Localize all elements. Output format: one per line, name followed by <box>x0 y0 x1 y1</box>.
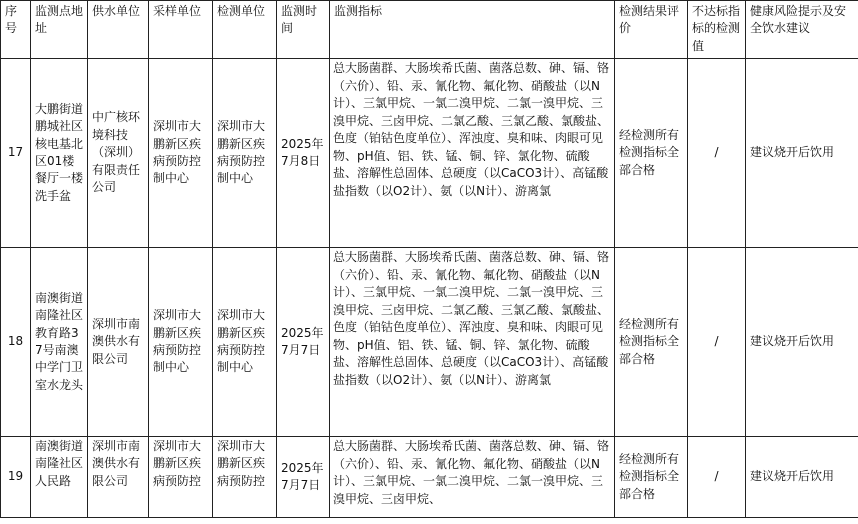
row-nonconform: / <box>688 248 746 437</box>
row-result: 经检测所有检测指标全部合格 <box>615 437 688 518</box>
row-nonconform: / <box>688 59 746 248</box>
row-advice: 建议烧开后饮用 <box>746 437 858 518</box>
table-row <box>1 437 858 518</box>
row-tester: 深圳市大鹏新区疾病预防控制中心 <box>213 59 277 248</box>
row-nonconform: / <box>688 437 746 518</box>
row-result: 经检测所有检测指标全部合格 <box>615 248 688 437</box>
row-site: 南澳街道南隆社区教育路37号南澳中学门卫室水龙头 <box>31 248 88 437</box>
header-sampler: 采样单位 <box>149 1 213 59</box>
row-result: 经检测所有检测指标全部合格 <box>615 59 688 248</box>
row-advice: 建议烧开后饮用 <box>746 248 858 437</box>
header-advice: 健康风险提示及安全饮水建议 <box>746 1 858 59</box>
row-indicators: 总大肠菌群、大肠埃希氏菌、菌落总数、砷、镉、铬（六价）、铅、汞、氰化物、氟化物、硝酸盐（以N计）、三氯甲烷、一氯二溴甲烷、二氯一溴甲烷、三溴甲烷、三卤甲烷、二氯乙酸、三氯乙酸、氯酸盐、色度（铂钴色度单位）、浑浊度、臭和味、肉眼可见物、pH值、铝、铁、锰、铜、锌、氯化物、硫酸盐、溶解性总固体、总硬度（以CaCO3计）、高锰酸盐指数（以O2计）、氨（以N计）、游离氯 <box>330 248 615 437</box>
header-index: 序号 <box>1 1 31 59</box>
row-sampler: 深圳市大鹏新区疾病预防控 <box>149 437 213 518</box>
header-site: 监测点地址 <box>31 1 88 59</box>
header-row <box>1 1 858 59</box>
row-sampler: 深圳市大鹏新区疾病预防控制中心 <box>149 59 213 248</box>
row-indicators: 总大肠菌群、大肠埃希氏菌、菌落总数、砷、镉、铬（六价）、铅、汞、氰化物、氟化物、硝酸盐（以N计）、三氯甲烷、一氯二溴甲烷、二氯一溴甲烷、三溴甲烷、三卤甲烷、 <box>330 437 615 518</box>
row-tester: 深圳市大鹏新区疾病预防控制中心 <box>213 248 277 437</box>
row-tester: 深圳市大鹏新区疾病预防控 <box>213 437 277 518</box>
row-sampler: 深圳市大鹏新区疾病预防控制中心 <box>149 248 213 437</box>
row-indicators: 总大肠菌群、大肠埃希氏菌、菌落总数、砷、镉、铬（六价）、铅、汞、氰化物、氟化物、硝酸盐（以N计）、三氯甲烷、一氯二溴甲烷、二氯一溴甲烷、三溴甲烷、三卤甲烷、二氯乙酸、三氯乙酸、氯酸盐、色度（铂钴色度单位）、浑浊度、臭和味、肉眼可见物、pH值、铝、铁、锰、铜、锌、氯化物、硫酸盐、溶解性总固体、总硬度（以CaCO3计）、高锰酸盐指数（以O2计）、氨（以N计）、游离氯 <box>330 59 615 248</box>
header-tester: 检测单位 <box>213 1 277 59</box>
row-index: 17 <box>1 59 31 248</box>
row-time: 2025年7月7日 <box>277 248 330 437</box>
header-time: 监测时间 <box>277 1 330 59</box>
row-supplier: 深圳市南澳供水有限公司 <box>88 437 149 518</box>
header-indicators: 监测指标 <box>330 1 615 59</box>
header-result: 检测结果评价 <box>615 1 688 59</box>
header-nonconform: 不达标指标的检测值 <box>688 1 746 59</box>
row-advice: 建议烧开后饮用 <box>746 59 858 248</box>
row-site: 南澳街道南隆社区人民路 <box>31 437 88 518</box>
row-index: 19 <box>1 437 31 518</box>
row-index: 18 <box>1 248 31 437</box>
table-row <box>1 248 858 437</box>
table-row <box>1 59 858 248</box>
row-supplier: 中广核环境科技（深圳）有限责任公司 <box>88 59 149 248</box>
row-time: 2025年7月8日 <box>277 59 330 248</box>
header-supplier: 供水单位 <box>88 1 149 59</box>
row-supplier: 深圳市南澳供水有限公司 <box>88 248 149 437</box>
row-site: 大鹏街道鹏城社区核电基北区01楼餐厅一楼洗手盆 <box>31 59 88 248</box>
row-time: 2025年7月7日 <box>277 437 330 518</box>
